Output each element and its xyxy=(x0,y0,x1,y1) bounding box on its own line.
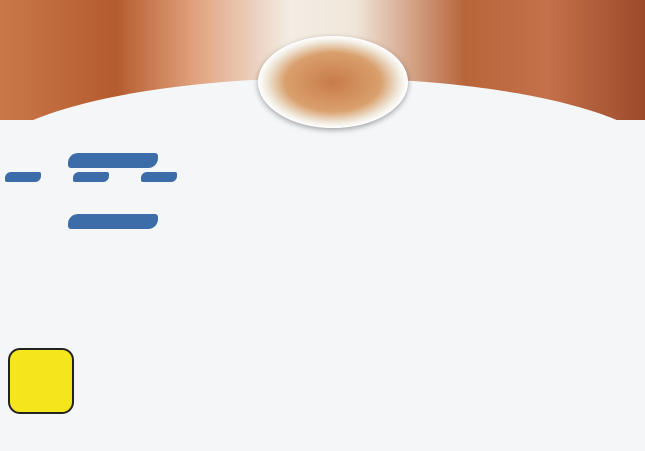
rice-col-2 xyxy=(73,170,133,184)
snapchat-qr-icon xyxy=(8,348,74,414)
rice-label xyxy=(5,172,41,182)
rice-col-3 xyxy=(141,170,201,184)
rice-panel xyxy=(5,170,205,206)
appetizers-title xyxy=(68,214,158,229)
rice-col-1 xyxy=(5,170,65,184)
appetizers-grid xyxy=(5,233,205,343)
right-column xyxy=(410,118,642,438)
trays-column xyxy=(226,176,416,426)
rice-label xyxy=(73,172,109,182)
food-plate-image xyxy=(258,36,408,128)
rice-label xyxy=(141,172,177,182)
rice-title xyxy=(68,153,158,168)
